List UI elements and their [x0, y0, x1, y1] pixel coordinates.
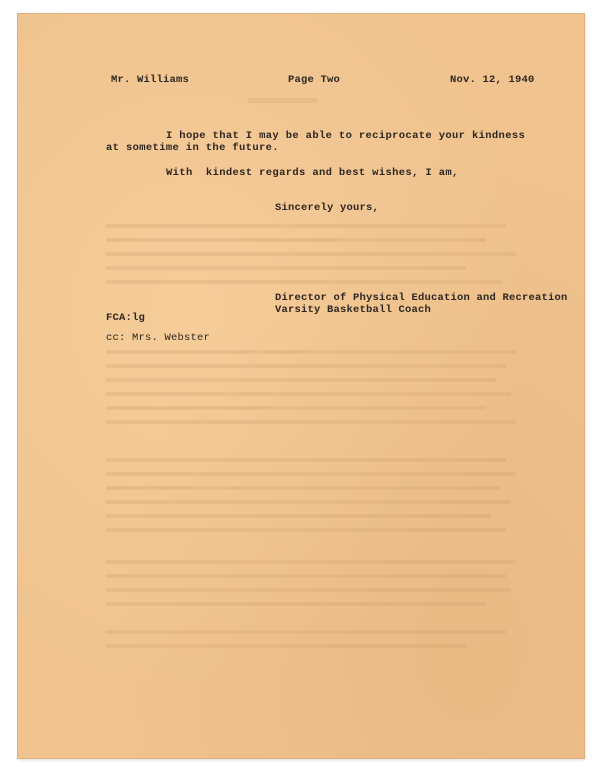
carbon-copy-line: cc: Mrs. Webster — [106, 332, 211, 344]
recipient-name: Mr. Williams — [111, 74, 190, 86]
signer-title-line-1: Director of Physical Education and Recreation — [275, 292, 568, 304]
signer-title-line-2: Varsity Basketball Coach — [275, 304, 432, 316]
letter-date: Nov. 12, 1940 — [450, 74, 535, 86]
reference-initials: FCA:lg — [106, 312, 146, 324]
body-paragraph-line-1: I hope that I may be able to reciprocate your kindness — [166, 130, 526, 142]
letter-page — [18, 14, 584, 758]
valediction: Sincerely yours, — [275, 202, 380, 214]
closing-sentence: With kindest regards and best wishes, I am, — [166, 167, 459, 179]
page-number: Page Two — [288, 74, 341, 86]
body-paragraph-line-2: at sometime in the future. — [106, 142, 279, 154]
bleed-through-texture — [18, 14, 584, 758]
